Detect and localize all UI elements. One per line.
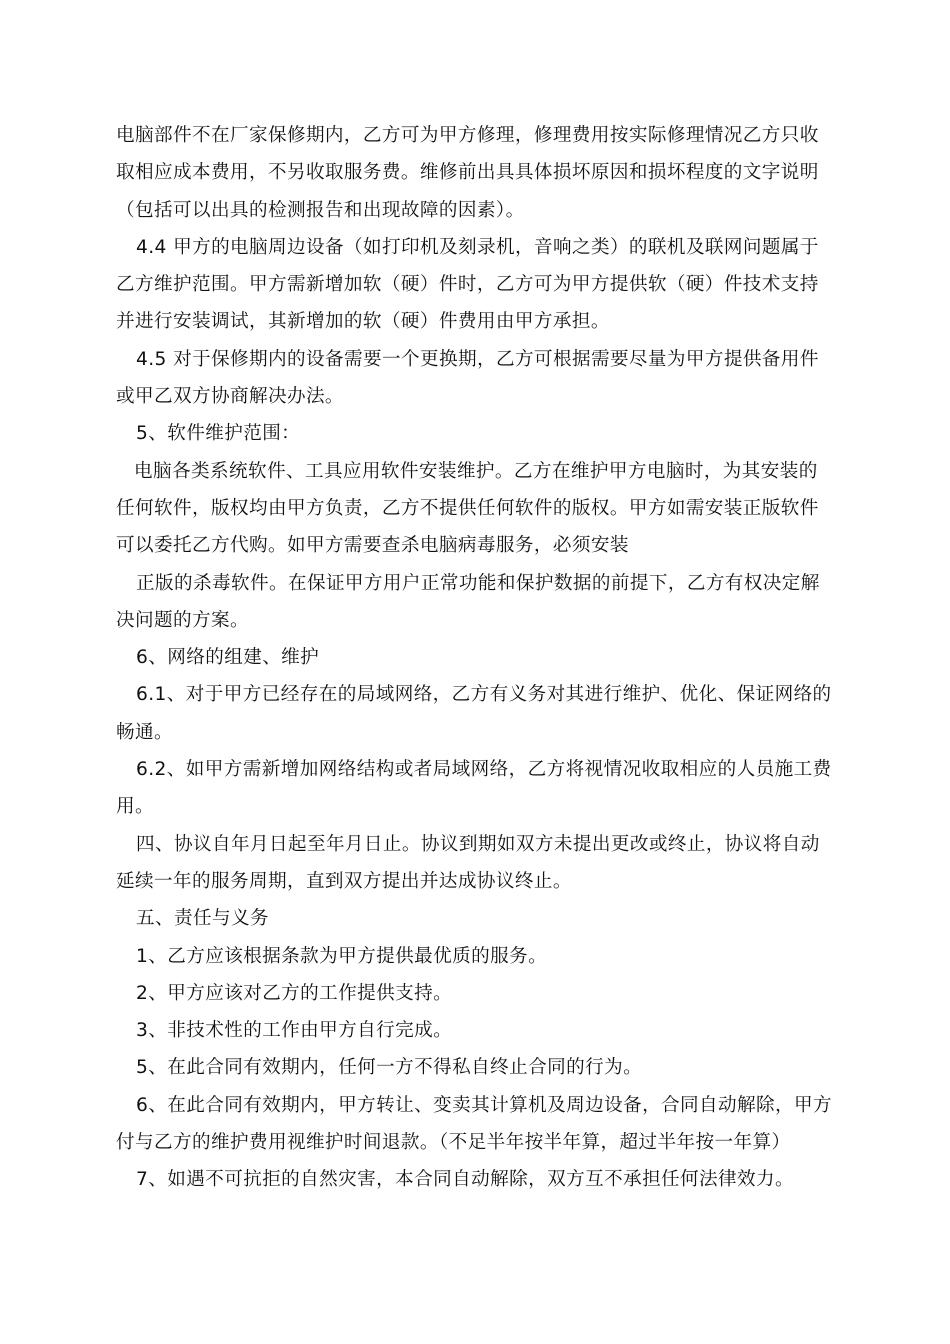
text-line: 用。 bbox=[116, 796, 154, 818]
list-item: 2、甲方应该对乙方的工作提供支持。 bbox=[136, 982, 453, 1004]
text-line: 或甲乙双方协商解决办法。 bbox=[116, 386, 344, 408]
text-line: 并进行安装调试，其新增加的软（硬）件费用由甲方承担。 bbox=[116, 311, 610, 333]
text-line: 任何软件，版权均由甲方负责，乙方不提供任何软件的版权。甲方如需安装正版软件 bbox=[116, 497, 819, 519]
text-line: 电脑部件不在厂家保修期内，乙方可为甲方修理，修理费用按实际修理情况乙方只收 bbox=[116, 125, 819, 146]
list-item: 6、在此合同有效期内，甲方转让、变卖其计算机及周边设备，合同自动解除，甲方 bbox=[136, 1094, 833, 1116]
text-line: 四、协议自年月日起至年月日止。协议到期如双方未提出更改或终止，协议将自动 bbox=[136, 833, 820, 855]
document-body bbox=[116, 117, 836, 1199]
text-line: 6.2、如甲方需新增加网络结构或者局域网络，乙方将视情况收取相应的人员施工费 bbox=[136, 759, 832, 781]
text-line: 决问题的方案。 bbox=[116, 609, 249, 631]
text-line: 正版的杀毒软件。在保证甲方用户正常功能和保护数据的前提下，乙方有权决定解 bbox=[136, 572, 820, 594]
section-heading: 五、责任与义务 bbox=[136, 908, 269, 930]
text-line: 付与乙方的维护费用视维护时间退款。（不足半年按半年算，超过半年按一年算） bbox=[116, 1132, 791, 1154]
text-line: 6.1、对于甲方已经存在的局域网络，乙方有义务对其进行维护、优化、保证网络的 bbox=[136, 684, 832, 706]
text-line: （包括可以出具的检测报告和出现故障的因素）。 bbox=[116, 199, 525, 221]
section-heading: 6、网络的组建、维护 bbox=[136, 647, 320, 669]
text-line: 4.5 对于保修期内的设备需要一个更换期，乙方可根据需要尽量为甲方提供备用件 bbox=[136, 348, 819, 370]
text-line: 可以委托乙方代购。如甲方需要查杀电脑病毒服务，必须安装 bbox=[116, 535, 629, 557]
text-line: 延续一年的服务周期，直到双方提出并达成协议终止。 bbox=[116, 870, 572, 892]
text-line: 4.4 甲方的电脑周边设备（如打印机及刻录机，音响之类）的联机及联网问题属于 bbox=[136, 236, 819, 258]
text-line: 电脑各类系统软件、工具应用软件安装维护。乙方在维护甲方电脑时，为其安装的 bbox=[134, 460, 818, 482]
text-line: 取相应成本费用，不另收取服务费。维修前出具具体损坏原因和损坏程度的文字说明 bbox=[116, 162, 819, 184]
list-item: 3、非技术性的工作由甲方自行完成。 bbox=[136, 1020, 453, 1042]
list-item: 1、乙方应该根据条款为甲方提供最优质的服务。 bbox=[136, 945, 548, 967]
list-item: 7、如遇不可抗拒的自然灾害，本合同自动解除，双方互不承担任何法律效力。 bbox=[136, 1169, 795, 1191]
list-item: 5、在此合同有效期内，任何一方不得私自终止合同的行为。 bbox=[136, 1057, 643, 1079]
text-line: 畅通。 bbox=[116, 721, 173, 743]
section-heading: 5、软件维护范围： bbox=[136, 423, 301, 445]
text-line: 乙方维护范围。甲方需新增加软（硬）件时，乙方可为甲方提供软（硬）件技术支持 bbox=[116, 274, 819, 296]
